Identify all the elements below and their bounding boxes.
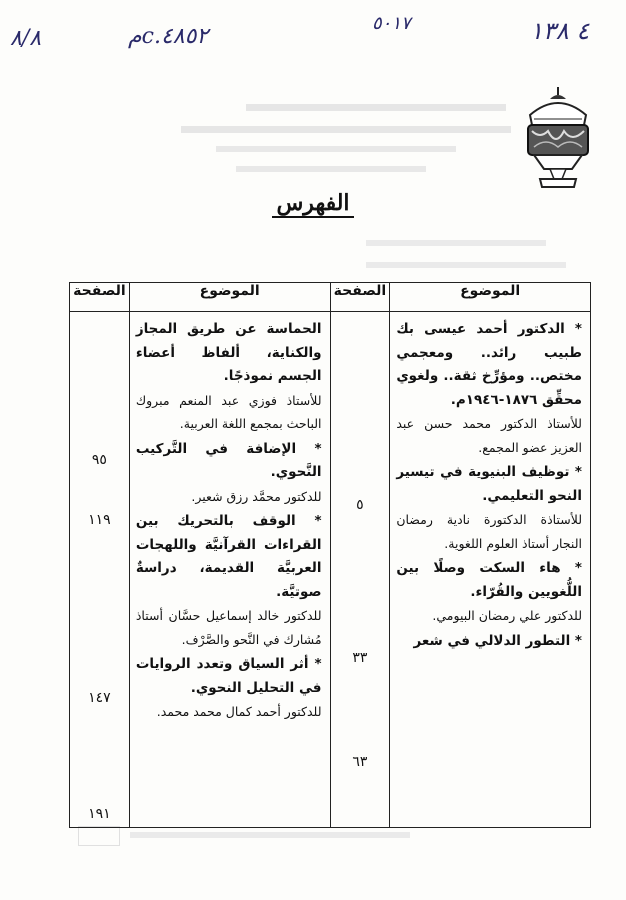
entry-title: * هاء السكت وصلًا بين اللُّغويين والقُرّاء. xyxy=(396,560,582,600)
topics-cell-left xyxy=(129,312,330,828)
entry-title: * أثر السياق وتعدد الروايات في التحليل النحوي. xyxy=(135,656,322,696)
page-number: ١٩١ xyxy=(88,806,111,822)
toc-entry xyxy=(396,557,582,628)
column-header-page-left: الصفحة xyxy=(70,283,130,312)
column-header-page-right: الصفحة xyxy=(330,283,390,312)
page-number: ٣٣ xyxy=(352,650,368,666)
table-of-contents xyxy=(69,282,591,828)
topics-cell-right xyxy=(390,312,591,828)
page-number: ٩٥ xyxy=(91,452,107,468)
handwritten-volume-mark: ٤ ١٣٨ xyxy=(530,17,590,45)
toc-entry xyxy=(136,318,322,436)
toc-entry xyxy=(396,318,582,459)
pages-cell-left xyxy=(70,312,130,828)
entry-author: للأستاذ الدكتور محمد حسن عبد العزيز عضو المجمع. xyxy=(396,416,582,455)
table-body-row xyxy=(70,312,591,828)
page-number: ٦٣ xyxy=(352,754,368,770)
entry-author: للدكتور محمَّد رزق شعير. xyxy=(191,488,322,504)
entry-title: الحماسة عن طريق المجاز والكناية، ألفاظ أعضاء الجسم نموذجًا. xyxy=(135,321,322,384)
page-title: الفهرس xyxy=(0,190,626,216)
entry-author: للأستاذ فوزي عبد المنعم مبروك الباحث بمجمع اللغة العربية. xyxy=(135,392,322,431)
entry-title: * الدكتور أحمد عيسى بك طبيب رائد.. ومعجمي مختص.. ومؤرِّخ ثقة.. ولغوي محقِّق ١٨٧٦-١٩٤٦م. xyxy=(396,321,582,408)
entry-title: * الوقف بالتحريك بين القراءات القرآنيَّة واللهجات العربيَّة القديمة، دراسةٌ صوتيَّة. xyxy=(135,513,322,600)
handwritten-catalog-code: مc.٤٨٥٢ xyxy=(128,24,209,49)
entry-author: للدكتور علي رمضان البيومي. xyxy=(432,608,582,623)
toc-entry xyxy=(136,653,322,724)
toc-entry xyxy=(136,438,322,509)
handwritten-number: ٥٠١٧ xyxy=(372,13,411,34)
page-number: ١٤٧ xyxy=(88,690,111,706)
toc-entry xyxy=(396,630,582,654)
table-header-row xyxy=(70,283,591,312)
entry-author: للدكتور أحمد كمال محمد محمد. xyxy=(156,704,322,719)
column-header-topic-left: الموضوع xyxy=(129,283,330,312)
entry-author: للأستاذة الدكتورة نادية رمضان النجار أستاذ العلوم اللغوية. xyxy=(396,512,582,551)
toc-entry xyxy=(136,510,322,651)
column-header-topic-right: الموضوع xyxy=(390,283,591,312)
page-number: ١١٩ xyxy=(88,512,111,528)
toc-entry xyxy=(396,461,582,555)
entry-title: * التطور الدلالي في شعر xyxy=(413,632,582,649)
entry-author: للدكتور خالد إسماعيل حسَّان أستاذ مُشارك في النَّحو والصَّرْف. xyxy=(135,608,322,647)
page-number: ٥ xyxy=(356,497,364,513)
handwritten-page-mark: ٨/٨ xyxy=(10,26,42,51)
lamp-emblem-icon xyxy=(520,85,596,193)
entry-title: * الإضافة في التَّركيب النَّحوي. xyxy=(135,440,322,480)
pages-cell-right xyxy=(330,312,390,828)
entry-title: * توظيف البنيوية في تيسير النحو التعليمي. xyxy=(396,464,582,504)
